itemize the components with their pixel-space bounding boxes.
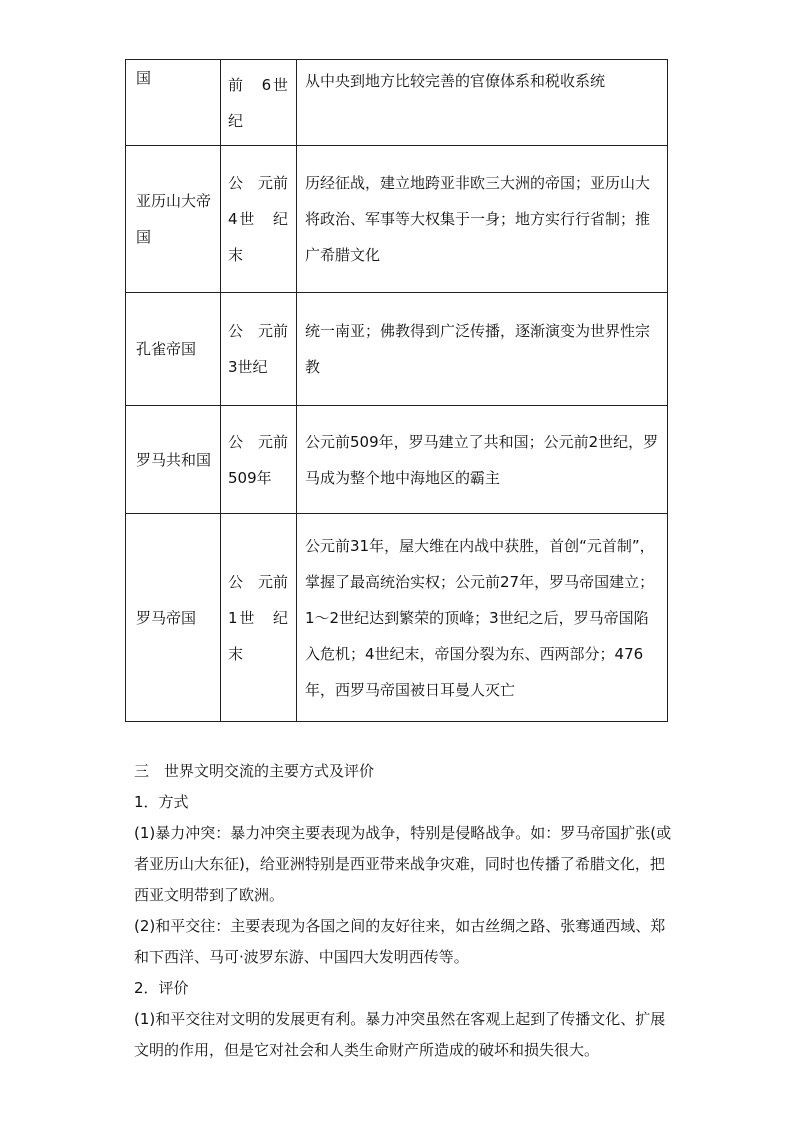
period-text: 公 元前 1世 纪末 [228,572,304,663]
description-cell [297,60,668,146]
description-cell [297,406,668,514]
empire-name-cell [126,514,221,722]
paragraph-violent-conflict: (1)暴力冲突：暴力冲突主要表现为战争，特别是侵略战争。如：罗马帝国扩张(或者亚历山大东征)，给亚洲特别是西亚带来战争灾难，同时也传播了希腊文化，把西亚文明带到了欧洲。 [134,824,672,904]
empire-name-cell [126,293,221,406]
period-text: 公 元前 3世纪 [228,322,304,376]
section-heading: 三 世界文明交流的主要方式及评价 [134,762,375,780]
description-text: 公元前509年，罗马建立了共和国；公元前2世纪，罗马成为整个地中海地区的霸主 [305,432,659,487]
description-text: 历经征战，建立地跨亚非欧三大洲的帝国；亚历山大将政治、军事等大权集于一身；地方实行行省制；推广希腊文化 [305,174,651,264]
period-cell [221,514,304,722]
description-text: 从中央到地方比较完善的官僚体系和税收系统 [305,72,606,90]
empire-name: 孔雀帝国 [136,340,197,358]
subheading-evaluation: 2．评价 [134,979,189,997]
period-text: 公 元前509年 [228,432,289,487]
subheading-methods: 1．方式 [134,793,189,811]
empire-name-cell [126,406,221,514]
empire-name: 国 [136,69,152,87]
table-row [126,60,668,146]
empire-name: 罗马共和国 [136,450,212,469]
period-text: 前 6世纪 [228,75,288,130]
description-cell [297,514,668,722]
empire-name-cell [126,146,221,293]
paragraph-evaluation: (1)和平交往对文明的发展更有利。暴力冲突虽然在客观上起到了传播文化、扩展文明的作用，但是它对社会和人类生命财产所造成的破坏和损失很大。 [134,1010,666,1059]
empire-name: 亚历山大帝国 [136,192,212,246]
table-row [126,514,668,722]
table-row [126,406,668,514]
history-table [125,59,668,722]
description-text: 公元前31年，屋大维在内战中获胜，首创“元首制”，掌握了最高统治实权；公元前27年，罗马帝国建立；1～2世纪达到繁荣的顶峰；3世纪之后，罗马帝国陷入危机；4世纪末，帝国分裂为东、西两部分；476年，西罗马帝国被日耳曼人灭亡 [305,536,655,699]
exchange-section [134,756,674,1066]
period-cell [221,60,297,146]
description-text: 统一南亚；佛教得到广泛传播，逐渐演变为世界性宗教 [305,322,651,376]
paragraph-peaceful-exchange: (2)和平交往：主要表现为各国之间的友好往来，如古丝绸之路、张骞通西域、郑和下西洋、马可·波罗东游、中国四大发明西传等。 [134,917,666,966]
table-row [126,293,668,406]
period-cell [221,406,297,514]
empire-name: 罗马帝国 [136,608,197,627]
description-cell [297,293,668,406]
empire-name-cell [126,60,221,146]
description-cell [297,146,668,293]
period-cell [221,293,304,406]
period-cell [221,146,304,293]
table-row [126,146,668,293]
period-text: 公 元前 4世 纪末 [228,174,304,264]
